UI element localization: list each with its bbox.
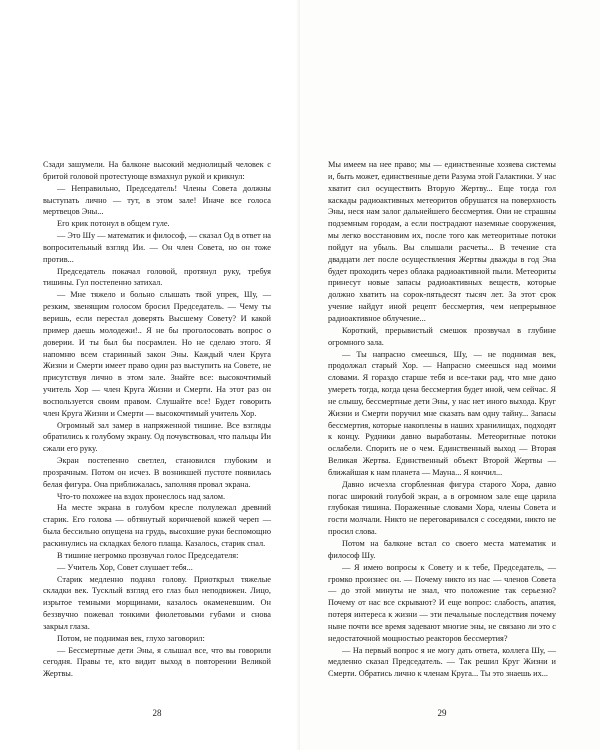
paragraph: На месте экрана в голубом кресле полулежал древний старик. Его голова — обтянутый коричневой кожей череп — была бессильно опущена на грудь, высохшие руки беспомощно раскинулись на складках белого плаща. Казалось, старик спал. — [43, 503, 271, 548]
paragraph: Экран постепенно светлел, становился глубоким и прозрачным. Потом он исчез. В возникшей пустоте появилась белая фигура. Она приближалась, заполняя провал экрана. — [43, 456, 271, 489]
paragraph: Что-то похожее на вздох пронеслось над залом. — [57, 491, 226, 501]
paragraph: — Это Шу — математик и философ, — сказал Од в ответ на вопросительный взгляд Ии. — Он член Совета, но он тоже против... — [43, 231, 271, 264]
page-number: 29 — [437, 708, 447, 718]
left-page-text — [43, 159, 271, 680]
paragraph: Потом на балконе встал со своего места математик и философ Шу. — [328, 539, 556, 560]
paragraph: Сзади зашумели. На балконе высокий меднолицый человек с бритой головой протестующе взмахнул рукой и крикнул: — [43, 160, 271, 181]
paragraph: — Ты напрасно смеешься, Шу, — не поднимая век, продолжал старый Хор. — Напрасно смеешься над моими словами. Я гораздо старше тебя и все-таки рад, что мне дано умереть тогда, когда цена бессмертия будет иной, чем сейчас. Я не слышу, бессмертные дети Эны, у нас нет иного выхода. Круг Жизни и Смерти поручил мне сказать вам одну тайну... Запасы бессмертия, которые накоплены в наших хранилищах, подходят к концу. Рудники давно выработаны. Метеоритные потоки ослабели. Спорить не о чем. Единственный выход — Вторая Великая Жертва. Единственный объект Второй Жертвы — ближайшая к нам планета — Мауна... Я кончил... — [328, 349, 556, 477]
paragraph: — Бессмертные дети Эны, я слышал все, что вы говорили сегодня. Правы те, кто видит выход в повторении Великой Жертвы. — [43, 645, 271, 679]
right-page-text — [328, 159, 556, 680]
paragraph: Его крик потонул в общем гуле. — [57, 219, 170, 229]
paragraph: — Неправильно, Председатель! Члены Совета должны выступать лично — тут, в этом зале! Иначе все голоса мертвецов Эны... — [43, 183, 271, 217]
paragraph: — Учитель Хор, Совет слушает тебя... — [57, 562, 193, 572]
paragraph: Мы имеем на нее право; мы — единственные хозяева системы и, быть может, единственные дети Разума этой Галактики. У нас хватит сил осуществить Вторую Жертву... Еще тогда гол каскады радиоактивных метеоритов обрушатся на поверхность Эны, неся нам залог дальнейшего бессмертия. Они не страшны подземным городам, а если пострадают наземные сооружения, мы легко восстановим их, после того как метеоритные потоки пойдут на убыль. Вы слышали расчеты... В течение ста двадцати лет после осуществления Жертвы дважды в год Эна будет проходить через облака радиоактивной пыли. Метеориты принесут новые запасы радиоактивных веществ, которые должно хватить на сорок-пятьдесят тысяч лет. За этот срок учение найдут иной рецепт бессмертия, чем непрерывное радиоактивное облучение... — [328, 160, 556, 323]
paragraph: Председатель покачал головой, протянул руку, требуя тишины. Гул постепенно затихал. — [43, 266, 271, 288]
right-page — [300, 0, 600, 750]
paragraph: Короткий, прерывистый смешок прозвучал в глубине огромного зала. — [328, 325, 556, 347]
paragraph: — На первый вопрос я не могу дать ответа, коллега Шу, — медленно сказал Председатель. — Так решил Круг Жизни и Смерти. Обратись лично к членам Круга... Ты это знаешь их... — [328, 645, 556, 679]
paragraph: Огромный зал замер в напряженной тишине. Все взгляды обратились к голубому экрану. Од почувствовал, что пальцы Ии сжали его руку. — [43, 420, 271, 454]
paragraph: — Я имею вопросы к Совету и к тебе, Председатель, — громко произнес он. — Почему никто из нас — членов Совета — до этой минуты не знал, что положение так серьезно? Почему от нас все скрывают? И еще вопрос: слабость, апатия, потеря интереса к жизни — эти печальные последствия почему ныне почти все время задевают многие эны, не связано ли это с недостаточной мощностью реакторов бессмертия? — [328, 562, 556, 643]
paragraph: Потом, не поднимая век, глухо заговорил: — [57, 633, 205, 643]
paragraph: В тишине негромко прозвучал голос Председателя: — [57, 550, 239, 560]
paragraph: Старик медленно поднял голову. Приоткрыл тяжелые складки век. Тусклый взгляд его глаз был неподвижен. Лицо, изрытое темными морщинами, казалось окаменевшим. Он беззвучно пожевал тонкими фиолетовыми губами и снова закрыл глаза. — [43, 574, 271, 631]
paragraph: — Мне тяжело и больно слышать твой упрек, Шу, — резким, звенящим голосом бросил Председатель. — Чему ты веришь, если перестал доверять Высшему Совету? И какой пример даешь молодежи!.. Я не бы проголосовать вопрос о доверии. И ты был бы посрамлен. Но не сделаю этого. Я напомню всем старинный закон Эны. Каждый член Круга Жизни и Смерти имеет право один раз выступить на Совете, не присутствуя лично в этом зале. Знайте все: высокочтимый учитель Хор — член Круга Жизни и Смерти. На этот раз он воспользуется своим правом. Слушайте все! Будет говорить член Круга Жизни и Смерти — высокочтимый учитель Хор. — [43, 290, 271, 418]
paragraph: Давно исчезла сгорбленная фигура старого Хора, давно погас широкий голубой экран, а в огромном зале еще царила глубокая тишина. Пораженные словами Хора, члены Совета и гости молчали. Никто не переговаривался с соседями, никто не просил слова. — [328, 479, 556, 537]
page-number: 28 — [152, 708, 162, 718]
